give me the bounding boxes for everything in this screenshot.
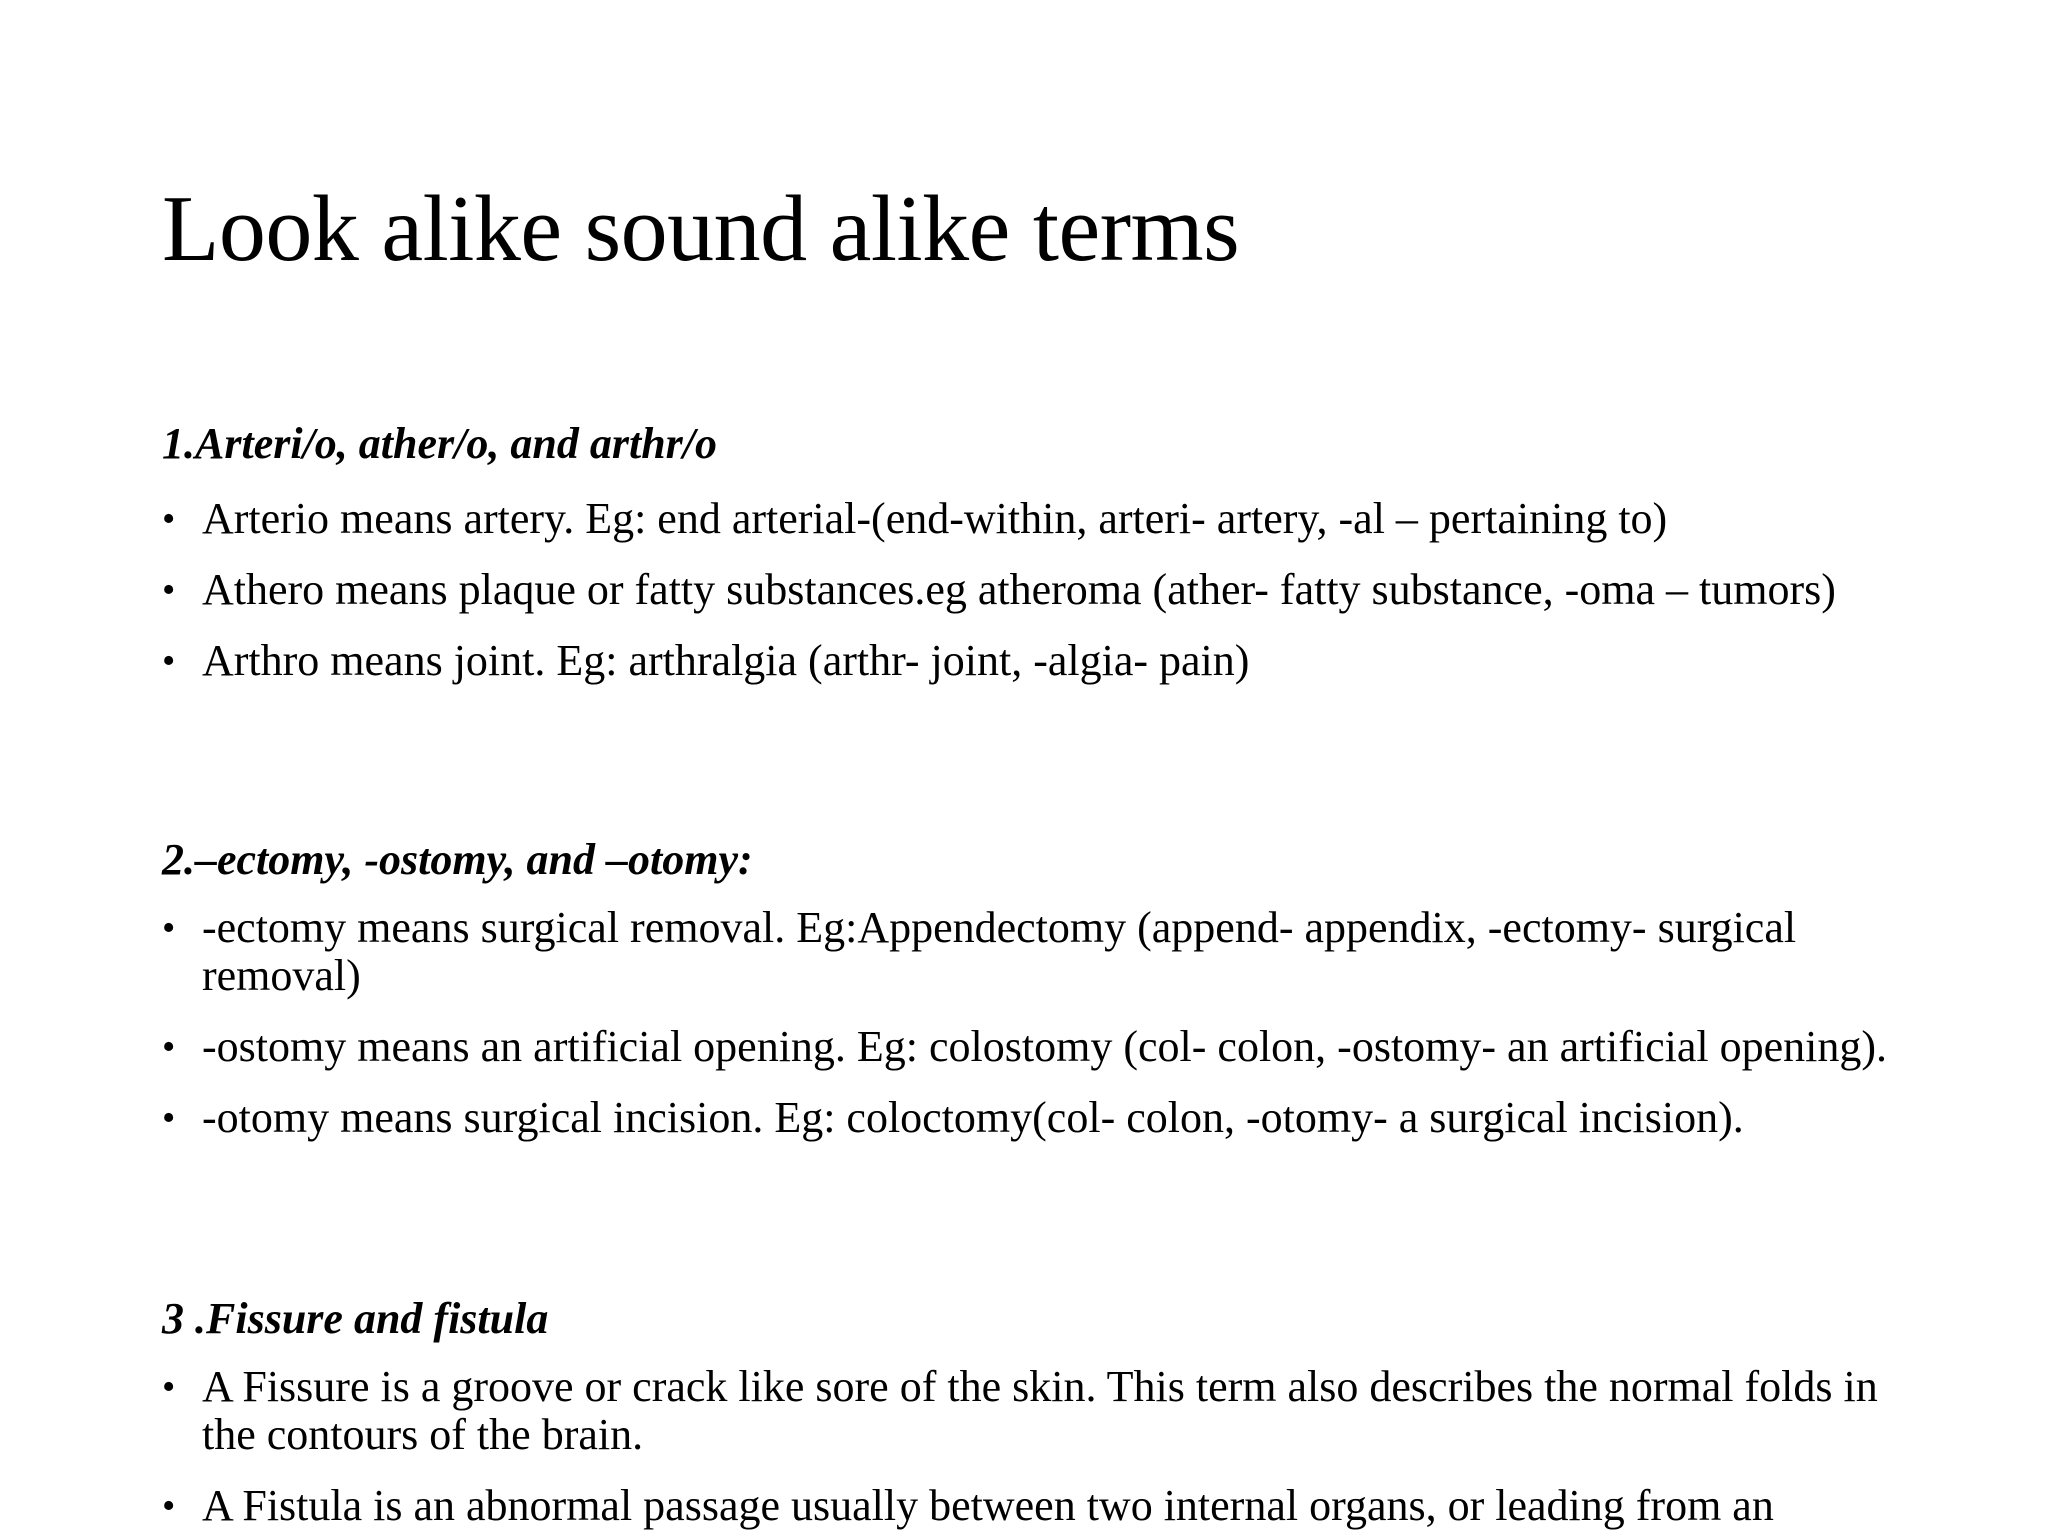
- bullet-item: [162, 1363, 1892, 1459]
- bullet-item: [162, 1482, 1892, 1530]
- slide-title: Look alike sound alike terms: [162, 177, 1240, 281]
- bullet-item: [162, 1094, 1892, 1142]
- bullet-icon: •: [162, 640, 176, 682]
- bullet-item: [162, 637, 1892, 685]
- bullet-text: -ostomy means an artificial opening. Eg: colostomy (col- colon, -ostomy- an artificial opening).: [202, 1022, 1887, 1071]
- bullet-icon: •: [162, 1485, 176, 1527]
- section-heading-arteri-ather-arthr: 1.Arteri/o, ather/o, and arthr/o: [162, 419, 718, 468]
- bullet-item: [162, 495, 1892, 543]
- bullet-text: A Fissure is a groove or crack like sore of the skin. This term also describes the normal folds in the contours of the brain.: [202, 1362, 1878, 1459]
- bullet-text: -otomy means surgical incision. Eg: coloctomy(col- colon, -otomy- a surgical incision).: [202, 1093, 1744, 1142]
- bullet-item: [162, 566, 1892, 614]
- bullet-icon: •: [162, 498, 176, 540]
- bullet-item: [162, 904, 1892, 1000]
- bullet-icon: •: [162, 907, 176, 949]
- bullet-text: Arterio means artery. Eg: end arterial-(end-within, arteri- artery, -al – pertaining to): [202, 494, 1668, 543]
- bullet-list-fissure-fistula: [162, 1363, 1892, 1536]
- bullet-text: Athero means plaque or fatty substances.eg atheroma (ather- fatty substance, -oma – tumors): [202, 565, 1836, 614]
- section-heading-ectomy-ostomy-otomy: 2.–ectomy, -ostomy, and –otomy:: [162, 835, 753, 884]
- bullet-list-arteri-ather-arthr: [162, 495, 1892, 708]
- section-heading-fissure-fistula: 3 .Fissure and fistula: [162, 1294, 549, 1343]
- bullet-icon: •: [162, 1026, 176, 1068]
- bullet-text: -ectomy means surgical removal. Eg:Appendectomy (append- appendix, -ectomy- surgical removal): [202, 903, 1797, 1000]
- bullet-icon: •: [162, 1366, 176, 1408]
- bullet-text: A Fistula is an abnormal passage usually between two internal organs, or leading from an: [202, 1481, 1774, 1530]
- bullet-list-ectomy-ostomy-otomy: [162, 904, 1892, 1165]
- bullet-icon: •: [162, 569, 176, 611]
- bullet-text: Arthro means joint. Eg: arthralgia (arthr- joint, -algia- pain): [202, 636, 1250, 685]
- bullet-item: [162, 1023, 1892, 1071]
- bullet-icon: •: [162, 1097, 176, 1139]
